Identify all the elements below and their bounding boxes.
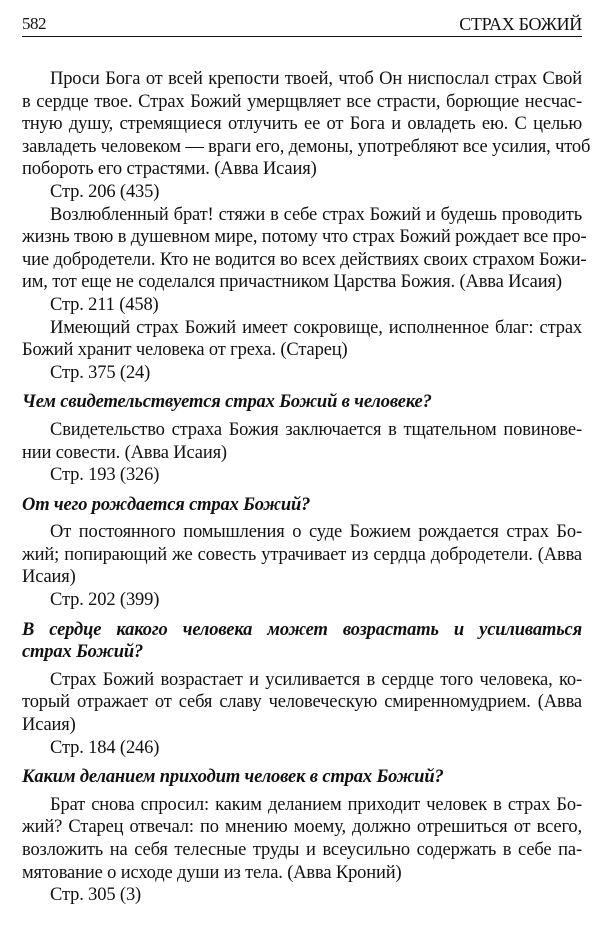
text-line: жизнь твою в душевном мире, потому что страх Божий рождает все про- xyxy=(22,227,587,248)
page-reference xyxy=(22,362,582,385)
page-reference xyxy=(22,589,582,612)
text-line: им, тот еще не соделался причастником Царства Божия. (Авва Исаия) xyxy=(22,272,562,293)
quote-paragraph xyxy=(22,669,582,737)
text-line: возложить на себя телесные труды и всеусильно содержать в себе па- xyxy=(22,840,582,860)
text-line: страх Божий? xyxy=(22,642,144,663)
text-line: Стр. 211 (458) xyxy=(50,294,159,315)
text-line: чие добродетели. Кто не водится во всех действиях своих страхом Божи- xyxy=(22,249,587,270)
section-heading xyxy=(22,619,582,664)
page-reference xyxy=(22,464,582,487)
text-line: От чего рождается страх Божий? xyxy=(22,494,311,515)
section-heading xyxy=(22,391,582,414)
text-line: Стр. 202 (399) xyxy=(50,590,160,611)
text-line: тную душу, стремящиеся отлучить ее от Бога и овладеть ею. С целью xyxy=(22,114,582,135)
text-line: Каким деланием приходит человек в страх Божий? xyxy=(22,767,444,788)
text-line: Стр. 305 (3) xyxy=(50,885,142,906)
text-line: нии совести. (Авва Исаия) xyxy=(22,442,227,463)
text-line: жий; попирающий же совесть утрачивает из сердца добродетели. (Авва xyxy=(22,544,582,565)
quote-paragraph xyxy=(22,317,582,362)
text-line: Божий хранит человека от греха. (Старец) xyxy=(22,340,348,361)
quote-paragraph xyxy=(22,68,591,181)
text-line: Имеющий страх Божий имеет сокровище, исполненное благ: страх xyxy=(50,317,582,338)
text-line: Исаия) xyxy=(22,715,76,736)
page-body xyxy=(22,68,591,907)
text-line: жий? Старец отвечал: по мнению моему, должно отрешиться от всего, xyxy=(22,817,582,838)
section-heading xyxy=(22,766,582,789)
text-line: Чем свидетельствуется страх Божий в человеке? xyxy=(22,392,432,413)
quote-paragraph xyxy=(22,204,587,294)
running-header xyxy=(22,12,582,37)
quote-paragraph xyxy=(22,419,582,464)
page-reference xyxy=(22,181,582,204)
text-line: Стр. 184 (246) xyxy=(50,737,160,758)
page-number: 582 xyxy=(22,14,46,33)
text-line: Исаия) xyxy=(22,567,76,588)
text-line: Страх Божий возрастает и усиливается в сердце того человека, ко- xyxy=(50,669,582,690)
quote-paragraph xyxy=(22,794,582,884)
text-line: Стр. 375 (24) xyxy=(50,362,151,383)
page-reference xyxy=(22,294,582,317)
page-reference xyxy=(22,737,582,760)
text-line: В сердце какого человека может возрастать и усиливаться xyxy=(22,619,582,640)
running-title: СТРАХ БОЖИЙ xyxy=(459,14,582,34)
text-line: в сердце твое. Страх Божий умерщвляет все страсти, борющие несчас- xyxy=(22,91,582,112)
text-line: торый отражает от себя славу человеческую смиренномудрием. (Авва xyxy=(22,692,582,713)
text-line: Брат снова спросил: каким деланием приходит человек в страх Бо- xyxy=(50,794,582,815)
text-line: завладеть человеком — враги его, демоны, употребляют все усилия, чтоб xyxy=(22,136,591,157)
text-line: Стр. 193 (326) xyxy=(50,465,160,486)
text-line: мятование о исходе души из тела. (Авва Кроний) xyxy=(22,862,402,883)
text-line: От постоянного помышления о суде Божием рождается страх Бо- xyxy=(50,522,582,543)
section-heading xyxy=(22,494,582,517)
text-line: побороть его страстями. (Авва Исаия) xyxy=(22,159,317,180)
text-line: Проси Бога от всей крепости твоей, чтоб Он ниспослал страх Свой xyxy=(50,69,582,89)
text-line: Возлюбленный брат! стяжи в себе страх Божий и будешь проводить xyxy=(50,204,582,225)
text-line: Стр. 206 (435) xyxy=(50,181,160,202)
quote-paragraph xyxy=(22,521,582,589)
page-reference xyxy=(22,884,582,907)
text-line: Свидетельство страха Божия заключается в тщательном повинове- xyxy=(50,419,582,440)
